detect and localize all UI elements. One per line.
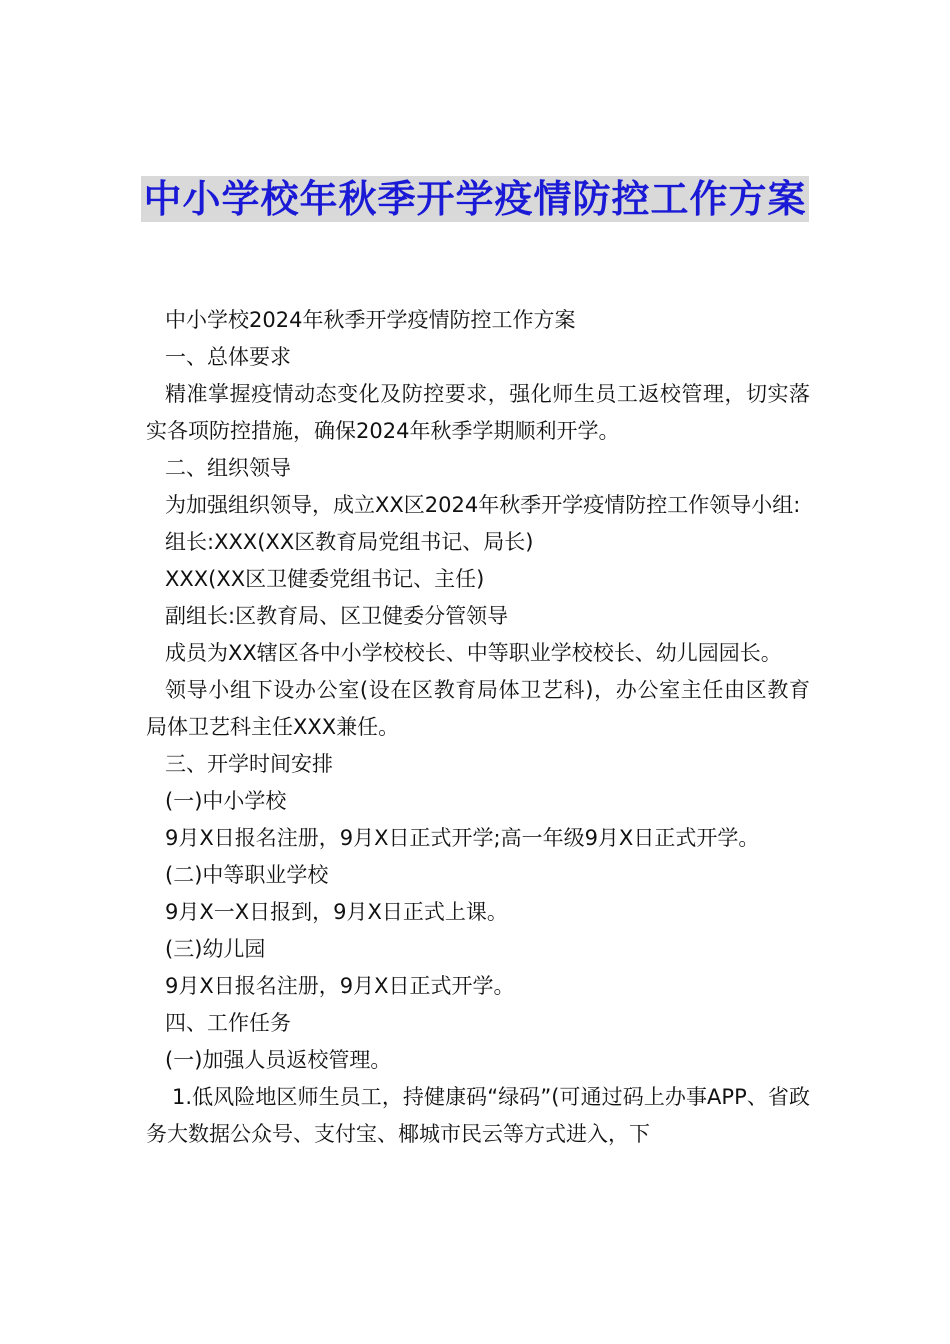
paragraph-organization-intro: 为加强组织领导，成立XX区2024年秋季开学疫情防控工作领导小组: <box>165 493 801 517</box>
section-heading-tasks: 四、工作任务 <box>165 1011 291 1035</box>
paragraph-primary-secondary-dates: 9月X日报名注册，9月X日正式开学;高一年级9月X日正式开学。 <box>165 826 760 850</box>
section-heading-general-requirements: 一、总体要求 <box>165 345 291 369</box>
subheading-kindergarten: (三)幼儿园 <box>165 937 266 961</box>
subheading-vocational: (二)中等职业学校 <box>165 863 329 887</box>
section-heading-organization: 二、组织领导 <box>165 456 291 480</box>
paragraph-kindergarten-dates: 9月X日报名注册，9月X日正式开学。 <box>165 974 515 998</box>
subheading-return-management: (一)加强人员返校管理。 <box>165 1048 392 1072</box>
paragraph-general-requirements: 精准掌握疫情动态变化及防控要求，强化师生员工返校管理，切实落实各项防控措施，确保2024年秋季学期顺利开学。 <box>146 382 810 443</box>
subtitle-paragraph: 中小学校2024年秋季开学疫情防控工作方案 <box>165 308 576 332</box>
paragraph-deputy-leader: 副组长:区教育局、区卫健委分管领导 <box>165 604 509 628</box>
paragraph-group-leader-2: XXX(XX区卫健委党组书记、主任) <box>165 567 485 591</box>
paragraph-office: 领导小组下设办公室(设在区教育局体卫艺科)，办公室主任由区教育局体卫艺科主任XXX兼任。 <box>146 678 810 739</box>
paragraph-members: 成员为XX辖区各中小学校校长、中等职业学校校长、幼儿园园长。 <box>165 641 782 665</box>
document-body <box>146 302 810 1153</box>
section-heading-schedule: 三、开学时间安排 <box>165 752 333 776</box>
paragraph-group-leader: 组长:XXX(XX区教育局党组书记、局长) <box>165 530 534 554</box>
paragraph-vocational-dates: 9月X一X日报到，9月X日正式上课。 <box>165 900 508 924</box>
document-title: 中小学校年秋季开学疫情防控工作方案 <box>143 177 807 221</box>
title-container <box>0 176 950 222</box>
paragraph-low-risk-item: 1.低风险地区师生员工，持健康码“绿码”(可通过码上办事APP、省政务大数据公众号、支付宝、椰城市民云等方式进入，下 <box>146 1085 810 1146</box>
subheading-primary-secondary: (一)中小学校 <box>165 789 287 813</box>
